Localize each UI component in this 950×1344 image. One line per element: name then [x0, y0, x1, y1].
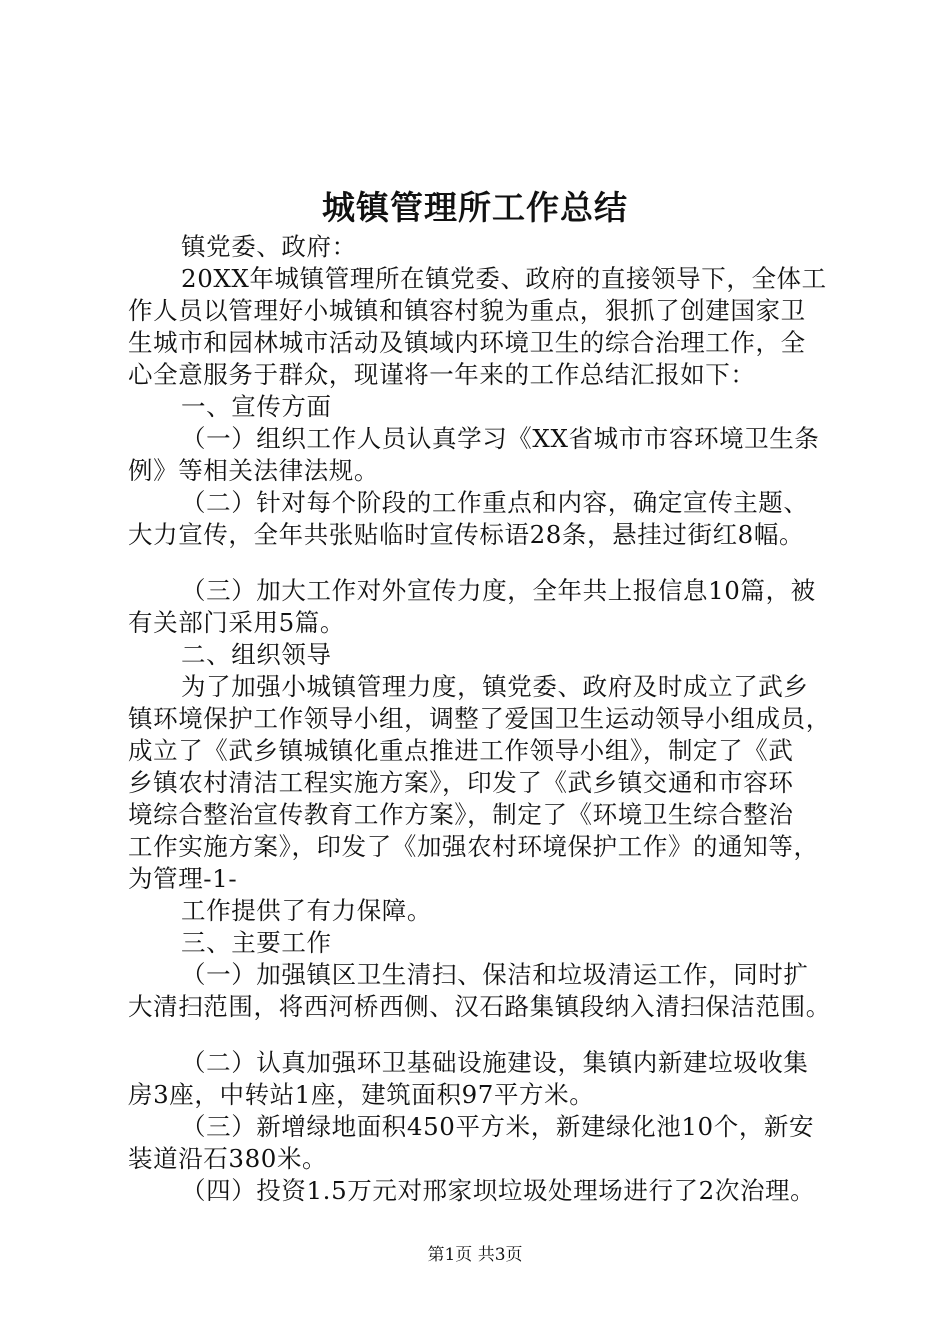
body-line: 成立了《武乡镇城镇化重点推进工作领导小组》，制定了《武 — [128, 736, 794, 765]
body-line: 镇环境保护工作领导小组，调整了爱国卫生运动领导小组成员， — [128, 704, 831, 733]
body-line: （三）新增绿地面积450平方米，新建绿化池10个，新安 — [181, 1112, 815, 1141]
body-line: （二）认真加强环卫基础设施建设，集镇内新建垃圾收集 — [181, 1048, 809, 1077]
body-line: （三）加大工作对外宣传力度，全年共上报信息10篇，被 — [181, 576, 816, 605]
body-line: 20XX年城镇管理所在镇党委、政府的直接领导下，全体工 — [181, 264, 827, 293]
page-footer: 第1页 共3页 — [427, 1245, 523, 1265]
body-line: 大力宣传，全年共张贴临时宣传标语28条，悬挂过街红8幅。 — [128, 520, 805, 549]
body-line: 大清扫范围，将西河桥西侧、汉石路集镇段纳入清扫保洁范围。 — [128, 992, 831, 1021]
body-line: 例》等相关法律法规。 — [128, 456, 379, 485]
body-line: （二）针对每个阶段的工作重点和内容，确定宣传主题、 — [181, 488, 809, 517]
body-line: 生城市和园林城市活动及镇域内环境卫生的综合治理工作，全 — [128, 328, 806, 357]
section-heading: 三、主要工作 — [181, 928, 332, 957]
body-line: 工作提供了有力保障。 — [181, 896, 432, 925]
body-line: 工作实施方案》，印发了《加强农村环境保护工作》的通知等， — [128, 832, 819, 861]
salutation: 镇党委、政府： — [181, 232, 357, 261]
body-line: 为了加强小城镇管理力度，镇党委、政府及时成立了武乡 — [181, 672, 809, 701]
body-line: 装道沿石380米。 — [128, 1144, 328, 1173]
body-line: 乡镇农村清洁工程实施方案》，印发了《武乡镇交通和市容环 — [128, 768, 794, 797]
body-line: （一）组织工作人员认真学习《XX省城市市容环境卫生条 — [181, 424, 820, 453]
body-line: （四）投资1.5万元对邢家坝垃圾处理场进行了2次治理。 — [181, 1176, 816, 1205]
body-line: 房3座，中转站1座，建筑面积97平方米。 — [128, 1080, 595, 1109]
body-line: 作人员以管理好小城镇和镇容村貌为重点，狠抓了创建国家卫 — [128, 296, 806, 325]
body-line: 心全意服务于群众，现谨将一年来的工作总结汇报如下： — [128, 360, 756, 389]
body-line: 为管理-1- — [128, 864, 238, 893]
document-title: 城镇管理所工作总结 — [322, 188, 628, 227]
section-heading: 二、组织领导 — [181, 640, 332, 669]
body-line: 有关部门采用5篇。 — [128, 608, 345, 637]
body-line: 境综合整治宣传教育工作方案》，制定了《环境卫生综合整治 — [128, 800, 794, 829]
body-line: （一）加强镇区卫生清扫、保洁和垃圾清运工作，同时扩 — [181, 960, 809, 989]
section-heading: 一、宣传方面 — [181, 392, 332, 421]
